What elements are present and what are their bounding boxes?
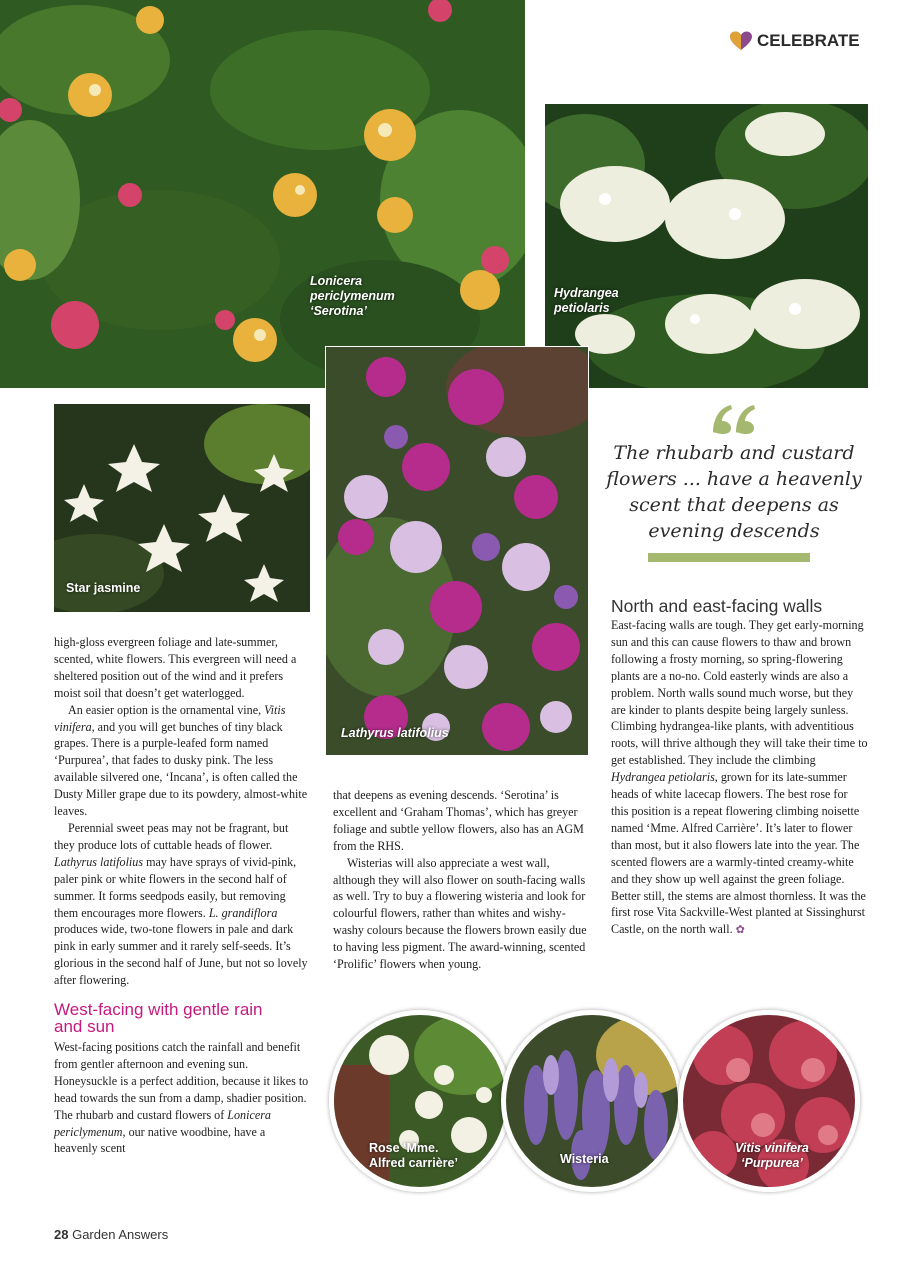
section-label: CELEBRATE — [757, 31, 860, 50]
page-number: 28 — [54, 1227, 69, 1242]
column-1 — [54, 634, 311, 1157]
photo-hydrangea — [545, 104, 868, 388]
col1-para-2: An easier option is the ornamental vine, Vitis vinifera, and you will get bunches of tiny black grapes. There is a purple-leafed form named ‘Purpurea’, that fades to dusky pink. The less available silvered one, ‘Incana’, is often called the Dusty Miller grape due to its powdery, almost-white leaves. — [54, 702, 308, 819]
caption-honeysuckle: Lonicera periclymenum ‘Serotina’ — [310, 274, 395, 318]
col1-para-4: West-facing positions catch the rainfall and benefit from gentler afternoon and evening sun. Honeysuckle is a perfect addition, because it likes to head towards the sun from a damp, shadier position. The rhubarb and custard flowers of Lonicera periclymenum, our native woodbine, have a heavenly scent — [54, 1040, 309, 1156]
caption-star-jasmine: Star jasmine — [66, 581, 141, 595]
caption-wisteria: Wisteria — [560, 1152, 609, 1166]
col2-para-1: that deepens as evening descends. ‘Serotina’ is excellent and ‘Graham Thomas’, which has greyer foliage and subtle yellow flowers, also has an AGM from the RHS. — [333, 788, 584, 853]
quote-bar — [648, 553, 810, 562]
column-3 — [611, 596, 868, 939]
heading-west-facing: West-facing with gentle rain and sun — [54, 1000, 263, 1037]
caption-lathyrus: Lathyrus latifolius — [341, 726, 449, 740]
caption-hydrangea: Hydrangea petiolaris — [554, 286, 619, 315]
photo-lathyrus — [325, 346, 589, 756]
heart-icon — [729, 31, 753, 51]
caption-rose: Rose ‘Mme. Alfred carrière’ — [369, 1141, 458, 1170]
heading-north-east: North and east-facing walls — [611, 596, 823, 616]
quote-mark-icon — [711, 403, 757, 435]
end-mark-icon: ✿ — [735, 923, 745, 937]
section-header — [729, 30, 860, 52]
col2-para-2: Wisterias will also appreciate a west wall, although they will also flower on south-facing walls as well. Try to buy a flowering wisteria and look for colourful flowers, rather than whites and wishy-washy colours because the flowers brown easily due to having less pigment. The award-winning, scented ‘Prolific’ flowers when young. — [333, 855, 587, 972]
magazine-name: Garden Answers — [72, 1227, 169, 1242]
page-footer — [54, 1227, 168, 1242]
col1-para-1: high-gloss evergreen foliage and late-summer, scented, white flowers. This evergreen will need a sheltered position out of the wind and it prefers moist soil that doesn’t get waterlogged. — [54, 635, 297, 700]
photo-honeysuckle — [0, 0, 525, 388]
col3-para-1: East-facing walls are tough. They get early-morning sun and this can cause flowers to thaw and brown following a frosty morning, so spring-flowering plants are a no-no. Cold easterly winds are also a problem. North walls sound much worse, but they are kinder to plants despite being largely sunless. Climbing hydrangea-like plants, with adventitious roots, will thrive although they will take their time to get established. They include the climbing Hydrangea petiolaris, grown for its late-summer heads of white lacecap flowers. The best rose for this position is a repeat flowering climbing noisette named ‘Mme. Alfred Carrière’. It’s later to flower than most, but it also flowers late into the year. The scented flowers are a warmly-tinted creamy-white and they show up well against the green foliage. Better still, the stems are almost thornless. It was the first rose Vita Sackville-West planted at Sissinghurst Castle, on the north wall. ✿ — [611, 618, 868, 937]
pull-quote: The rhubarb and custard flowers ... have a heavenly scent that deepens as evening descends — [606, 442, 862, 542]
column-2 — [333, 787, 587, 973]
caption-vitis: Vitis vinifera ‘Purpurea’ — [735, 1141, 809, 1170]
col1-para-3: Perennial sweet peas may not be fragrant, but they produce lots of cuttable heads of flower. Lathyrus latifolius may have sprays of vivid-pink, paler pink or white flowers in the second half of summer. It forms seedpods easily, but removing them encourages more flowers. L. grandiflora produces wide, two-tone flowers in pale and dark pink in early summer and it rarely self-seeds. It’s glorious in the second half of June, but not so lovely after flowering. — [54, 820, 308, 988]
